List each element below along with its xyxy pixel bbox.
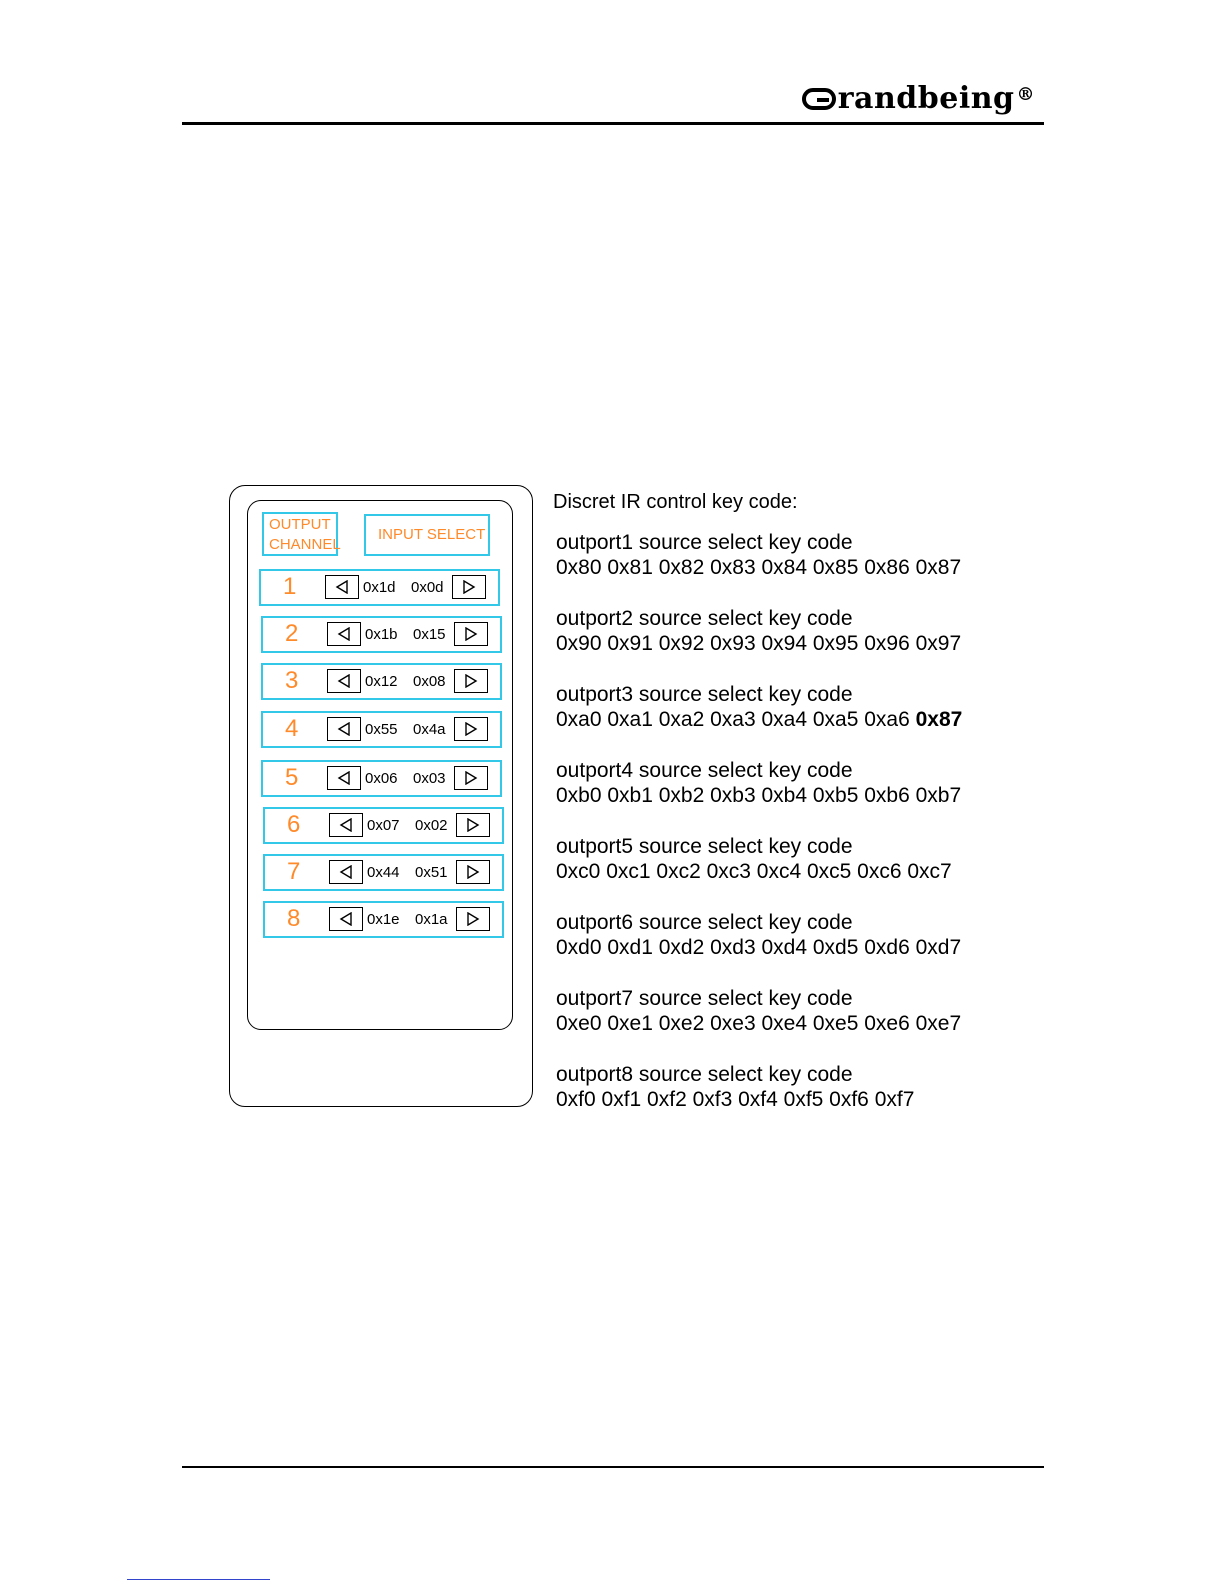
keycode-list: 0xe0 0xe1 0xe2 0xe3 0xe4 0xe5 0xe6 0xe7 <box>556 1012 962 1035</box>
channel-row <box>261 760 502 797</box>
left-arrow-icon <box>339 865 353 879</box>
prev-key-code: 0x55 <box>365 721 398 738</box>
keycode-group <box>556 682 962 732</box>
right-arrow-icon <box>462 580 476 594</box>
keycode-values <box>556 555 961 580</box>
next-key-code: 0x03 <box>413 770 446 787</box>
keycode-list: 0xa0 0xa1 0xa2 0xa3 0xa4 0xa5 0xa6 <box>556 708 910 731</box>
next-input-button[interactable] <box>452 575 486 599</box>
channel-number: 4 <box>285 715 299 742</box>
channel-number: 2 <box>285 620 299 647</box>
prev-key-code: 0x44 <box>367 864 400 881</box>
channel-row <box>259 569 500 606</box>
next-key-code: 0x4a <box>413 721 446 738</box>
keycode-label: outport1 source select key code <box>556 531 853 554</box>
keycode-label: outport5 source select key code <box>556 835 853 858</box>
right-arrow-icon <box>464 771 478 785</box>
channel-number: 6 <box>287 811 301 838</box>
keycode-label: outport8 source select key code <box>556 1063 853 1086</box>
keycode-values <box>556 935 961 960</box>
right-arrow-icon <box>466 912 480 926</box>
keycode-title: Discret IR control key code: <box>553 491 798 513</box>
left-arrow-icon <box>335 580 349 594</box>
keycode-values <box>556 783 961 808</box>
keycode-group <box>556 910 961 960</box>
prev-input-button[interactable] <box>325 575 359 599</box>
prev-key-code: 0x1d <box>363 579 396 596</box>
right-arrow-icon <box>464 627 478 641</box>
next-input-button[interactable] <box>454 717 488 741</box>
next-input-button[interactable] <box>454 766 488 790</box>
channel-number: 8 <box>287 905 301 932</box>
brand-logo <box>802 80 1035 120</box>
left-arrow-icon <box>337 674 351 688</box>
next-input-button[interactable] <box>454 622 488 646</box>
keycode-group <box>556 834 952 884</box>
registered-mark: ® <box>1016 84 1035 105</box>
keycode-values <box>556 707 962 732</box>
keycode-group <box>556 1062 914 1112</box>
output-channel-label <box>262 512 341 556</box>
brand-g-mark-icon <box>802 88 836 110</box>
next-key-code: 0x02 <box>415 817 448 834</box>
right-arrow-icon <box>464 674 478 688</box>
channel-number: 5 <box>285 764 299 791</box>
keycode-label: outport7 source select key code <box>556 987 853 1010</box>
right-arrow-icon <box>466 818 480 832</box>
brand-wordmark <box>802 80 1035 118</box>
keycode-group <box>556 606 961 656</box>
keycode-list: 0x90 0x91 0x92 0x93 0x94 0x95 0x96 0x97 <box>556 632 962 655</box>
prev-key-code: 0x12 <box>365 673 398 690</box>
next-key-code: 0x08 <box>413 673 446 690</box>
left-arrow-icon <box>339 912 353 926</box>
channel-row <box>261 616 502 653</box>
keycode-label: outport2 source select key code <box>556 607 853 630</box>
keycode-label: outport4 source select key code <box>556 759 853 782</box>
keycode-values <box>556 859 952 884</box>
keycode-bold-suffix: 0x87 <box>915 708 963 731</box>
prev-input-button[interactable] <box>329 813 363 837</box>
channel-row <box>261 711 502 748</box>
keycode-group <box>556 758 961 808</box>
prev-input-button[interactable] <box>327 669 361 693</box>
next-input-button[interactable] <box>456 907 490 931</box>
channel-row <box>263 854 504 891</box>
keycode-values <box>556 1011 961 1036</box>
next-key-code: 0x15 <box>413 626 446 643</box>
right-arrow-icon <box>464 722 478 736</box>
prev-input-button[interactable] <box>327 622 361 646</box>
keycode-list: 0xd0 0xd1 0xd2 0xd3 0xd4 0xd5 0xd6 0xd7 <box>556 936 962 959</box>
next-key-code: 0x0d <box>411 579 444 596</box>
keycode-list: 0xb0 0xb1 0xb2 0xb3 0xb4 0xb5 0xb6 0xb7 <box>556 784 962 807</box>
left-arrow-icon <box>337 627 351 641</box>
prev-key-code: 0x1e <box>367 911 400 928</box>
prev-key-code: 0x1b <box>365 626 398 643</box>
prev-input-button[interactable] <box>329 907 363 931</box>
prev-key-code: 0x07 <box>367 817 400 834</box>
header-rule <box>182 122 1044 125</box>
channel-row <box>263 807 504 844</box>
keycode-values <box>556 1087 914 1112</box>
channel-number: 3 <box>285 667 299 694</box>
keycode-list: 0xc0 0xc1 0xc2 0xc3 0xc4 0xc5 0xc6 0xc7 <box>556 860 952 883</box>
keycode-label: outport6 source select key code <box>556 911 853 934</box>
next-key-code: 0x51 <box>415 864 448 881</box>
keycode-group <box>556 986 961 1036</box>
prev-input-button[interactable] <box>329 860 363 884</box>
keycode-values <box>556 631 961 656</box>
channel-row <box>263 901 504 938</box>
brand-name: randbeing <box>837 81 1015 116</box>
output-label-line1: OUTPUT <box>269 516 331 533</box>
input-select-label <box>364 514 490 556</box>
prev-input-button[interactable] <box>327 766 361 790</box>
channel-number: 7 <box>287 858 301 885</box>
keycode-label: outport3 source select key code <box>556 683 853 706</box>
next-input-button[interactable] <box>454 669 488 693</box>
keycode-list: 0x80 0x81 0x82 0x83 0x84 0x85 0x86 0x87 <box>556 556 962 579</box>
left-arrow-icon <box>339 818 353 832</box>
output-label-line2: CHANNEL <box>269 536 341 553</box>
keycode-list: 0xf0 0xf1 0xf2 0xf3 0xf4 0xf5 0xf6 0xf7 <box>556 1088 915 1111</box>
prev-key-code: 0x06 <box>365 770 398 787</box>
next-key-code: 0x1a <box>415 911 448 928</box>
keycode-group <box>556 530 961 580</box>
footer-rule <box>182 1466 1044 1468</box>
input-select-text: INPUT SELECT <box>378 526 486 543</box>
right-arrow-icon <box>466 865 480 879</box>
channel-row <box>261 663 502 700</box>
footer-link-underline <box>127 1579 270 1580</box>
next-input-button[interactable] <box>456 860 490 884</box>
left-arrow-icon <box>337 722 351 736</box>
next-input-button[interactable] <box>456 813 490 837</box>
left-arrow-icon <box>337 771 351 785</box>
channel-number: 1 <box>283 573 297 600</box>
prev-input-button[interactable] <box>327 717 361 741</box>
